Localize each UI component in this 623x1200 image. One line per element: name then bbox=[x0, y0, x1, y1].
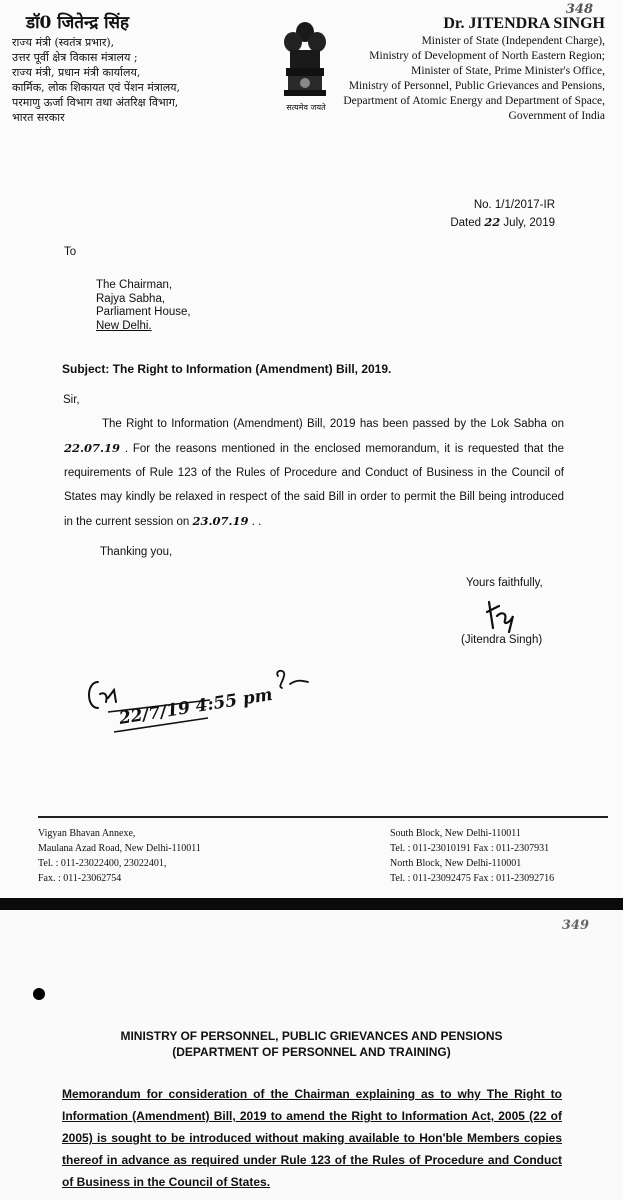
ministry-heading bbox=[0, 1028, 623, 1060]
letter-body bbox=[64, 412, 564, 534]
designation-english-line: Government of India bbox=[508, 110, 605, 122]
letterhead-english bbox=[305, 16, 605, 124]
recipient-address bbox=[96, 279, 191, 333]
page-separator bbox=[0, 898, 623, 910]
designation-english-line: Department of Atomic Energy and Department of Space, bbox=[343, 95, 605, 107]
designation-hindi-line: उत्तर पूर्वी क्षेत्र विकास मंत्रालय ; bbox=[12, 51, 138, 64]
address-line: Parliament House, bbox=[96, 306, 191, 318]
signer-name: (Jitendra Singh) bbox=[461, 634, 543, 646]
letterhead-hindi bbox=[12, 13, 242, 125]
footer-divider bbox=[38, 816, 608, 818]
address-line: The Chairman, bbox=[96, 279, 173, 291]
reference-block bbox=[450, 197, 555, 232]
designation-english-line: Ministry of Development of North Eastern Region; bbox=[369, 50, 605, 62]
handwritten-mark-icon bbox=[270, 666, 320, 696]
designation-hindi-line: परमाणु ऊर्जा विभाग तथा अंतरिक्ष विभाग, bbox=[12, 96, 179, 109]
footer-line: Tel. : 011-23092475 Fax : 011-23092716 bbox=[390, 873, 555, 884]
handwritten-date: 23.07.19 bbox=[192, 514, 249, 528]
designation-english-line: Minister of State, Prime Minister's Office, bbox=[411, 65, 605, 77]
letter-date bbox=[450, 214, 555, 232]
signature-icon bbox=[483, 598, 523, 636]
date-rest: July, 2019 bbox=[503, 217, 555, 229]
to-label: To bbox=[64, 246, 77, 258]
memorandum-title: Memorandum for consideration of the Chairman explaining as to why The Right to Information (Amendment) Bill, 2019 to amend the Right to Information Act, 2005 (22 of 2005) is sought to be introduced without making available to Hon'ble Members copies thereof in advance as required under Rule 123 of the Rules of Procedure and Conduct of Business in the Council of States. bbox=[62, 1087, 562, 1189]
reference-number: No. 1/1/2017-IR bbox=[473, 199, 555, 211]
date-prefix: Dated bbox=[450, 217, 481, 229]
designation-hindi-line: भारत सरकार bbox=[12, 111, 65, 124]
address-line: New Delhi. bbox=[96, 319, 152, 332]
footer-left-address bbox=[38, 826, 201, 886]
body-text-part: . For the reasons mentioned in the enclosed memorandum, it is requested that the requirements of Rule 123 of the Rules of Procedure and Conduct of Business in the Council of States may kindly be relaxed in respect of the said Bill in order to permit the Bill being introduced in the current session on bbox=[64, 443, 564, 528]
page-number: 348 bbox=[565, 2, 593, 17]
footer-right-address bbox=[390, 826, 554, 886]
footer-line: South Block, New Delhi-110011 bbox=[390, 828, 521, 839]
designation-english-line: Ministry of Personnel, Public Grievances and Pensions, bbox=[348, 80, 605, 92]
footer-line: Tel. : 011-23022400, 23022401, bbox=[38, 858, 167, 869]
date-day-handwritten: 22 bbox=[484, 215, 501, 229]
designation-hindi-line: राज्य मंत्री, प्रधान मंत्री कार्यालय, bbox=[12, 66, 141, 79]
received-note-icon bbox=[80, 672, 274, 782]
subject-line: Subject: The Right to Information (Amendment) Bill, 2019. bbox=[62, 362, 392, 376]
footer-line: Maulana Azad Road, New Delhi-110011 bbox=[38, 843, 201, 854]
footer-line: Tel. : 011-23010191 Fax : 011-2307931 bbox=[390, 843, 550, 854]
body-text-part: . . bbox=[251, 516, 262, 528]
thanking-line: Thanking you, bbox=[100, 546, 173, 558]
punch-hole-icon bbox=[33, 988, 45, 1000]
footer-line: Fax. : 011-23062754 bbox=[38, 873, 122, 884]
closing-line: Yours faithfully, bbox=[466, 577, 543, 589]
minister-name-hindi: डॉ0 जितेन्द्र सिंह bbox=[26, 13, 130, 33]
body-text-part: The Right to Information (Amendment) Bill, 2019 has been passed by the Lok Sabha on bbox=[102, 418, 564, 430]
designation-hindi-line: राज्य मंत्री (स्वतंत्र प्रभार), bbox=[12, 36, 115, 49]
handwritten-date: 22.07.19 bbox=[64, 441, 121, 455]
department-line: (DEPARTMENT OF PERSONNEL AND TRAINING) bbox=[172, 1045, 451, 1059]
salutation: Sir, bbox=[63, 394, 80, 406]
received-timestamp: 22/7/19 4:55 pm bbox=[117, 684, 274, 729]
emblem-motto: सत्यमेव जयते bbox=[286, 103, 326, 112]
designation-hindi-line: कार्मिक, लोक शिकायत एवं पेंशन मंत्रालय, bbox=[12, 81, 181, 94]
footer-line: North Block, New Delhi-110001 bbox=[390, 858, 522, 869]
page-number: 349 bbox=[561, 918, 589, 933]
ministry-line: MINISTRY OF PERSONNEL, PUBLIC GRIEVANCES AND PENSIONS bbox=[120, 1029, 503, 1043]
footer-line: Vigyan Bhavan Annexe, bbox=[38, 828, 136, 839]
address-line: Rajya Sabha, bbox=[96, 292, 166, 305]
memorandum-page bbox=[0, 910, 623, 1200]
designation-english-line: Minister of State (Independent Charge), bbox=[421, 35, 605, 47]
minister-name-english: Dr. JITENDRA SINGH bbox=[443, 15, 605, 32]
